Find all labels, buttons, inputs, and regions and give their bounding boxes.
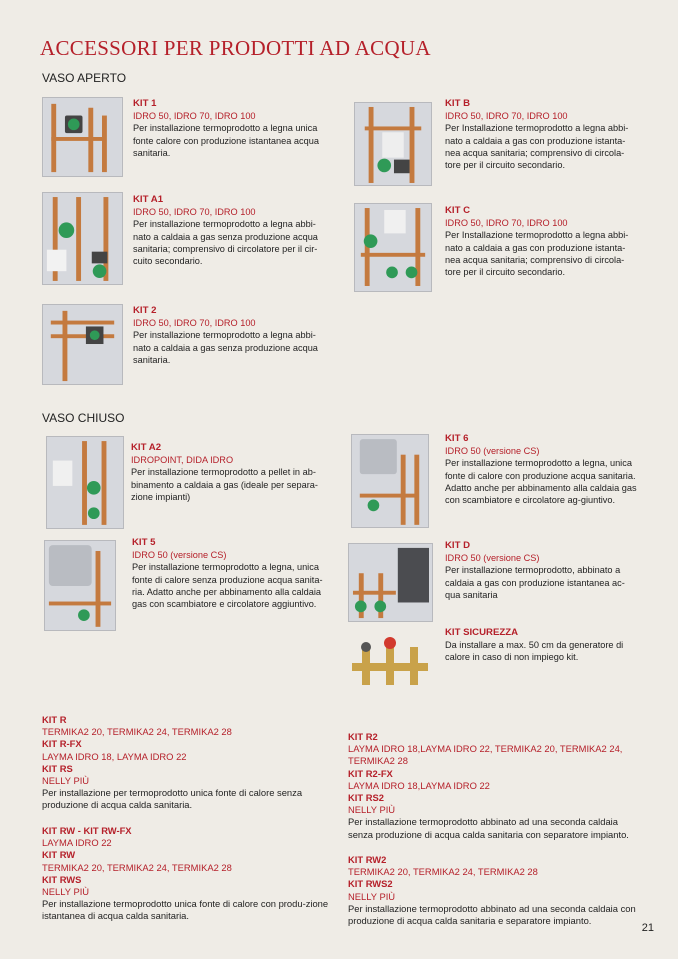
kit-b-models: IDRO 50, IDRO 70, IDRO 100	[445, 111, 568, 122]
kit-rs2-name: KIT RS2	[348, 792, 384, 804]
bottom-left-group-2	[42, 825, 332, 923]
kit-a1-models: IDRO 50, IDRO 70, IDRO 100	[133, 207, 256, 218]
kit-6-text	[445, 433, 640, 506]
section-vaso-aperto: VASO APERTO	[42, 71, 127, 85]
kit-sicurezza-text	[445, 627, 640, 664]
kit-rs-name: KIT RS	[42, 762, 73, 774]
kit-r-fx-models: LAYMA IDRO 18, LAYMA IDRO 22	[42, 750, 187, 762]
bottom-right-group-2-desc: Per installazione termoprodotto abbinato ad una seconda caldaia con produzione di acqua calda sanitaria e separatore impianto.	[348, 902, 636, 927]
kit-rw2-name: KIT RW2	[348, 854, 387, 865]
kit-c-desc: Per Installazione termoprodotto a legna abbi-nato a caldaia a gas con produzione istanta-nea acqua sanitaria; comprensivo di circola-tore per il circuito secondario.	[445, 230, 629, 278]
kit-rws-models: NELLY PIÙ	[42, 886, 90, 898]
kit-c-photo	[354, 203, 432, 292]
kit-rw-combo-name: KIT RW - KIT RW-FX	[42, 825, 132, 836]
kit-b-text	[445, 98, 640, 171]
kit-d-photo	[348, 543, 433, 622]
kit-rw-models: TERMIKA2 20, TERMIKA2 24, TERMIKA2 28	[42, 861, 232, 873]
section-vaso-chiuso: VASO CHIUSO	[42, 411, 125, 425]
kit-1-models: IDRO 50, IDRO 70, IDRO 100	[133, 111, 256, 122]
kit-c-name: KIT C	[445, 205, 471, 216]
bottom-left-group-1-desc: Per installazione per termoprodotto unica fonte di calore senza produzione di acqua calda sanitaria.	[42, 787, 303, 811]
bottom-right-group-1	[348, 731, 640, 841]
kit-a1-desc: Per installazione termoprodotto a legna abbi-nato a caldaia a gas senza produzione acqua sanitaria; comprensivo di circolatore per il cir-cuito secondario.	[133, 219, 318, 267]
kit-6-models: IDRO 50 (versione CS)	[445, 446, 540, 457]
bottom-right-group-1-desc: Per installazione termoprodotto abbinato ad una seconda caldaia senza produzione di acqua calda sanitaria con separatore impianto.	[348, 816, 629, 840]
kit-b-photo	[354, 102, 432, 186]
kit-r2-fx-name: KIT R2-FX	[348, 767, 393, 779]
kit-d-models: IDRO 50 (versione CS)	[445, 553, 540, 564]
kit-a1-name: KIT A1	[133, 194, 164, 205]
kit-sicurezza-photo	[348, 633, 432, 691]
kit-rws2-name: KIT RWS2	[348, 878, 393, 890]
kit-5-photo	[44, 540, 116, 631]
page-number: 21	[641, 922, 654, 934]
kit-a2-desc: Per installazione termoprodotto a pellet in ab-binamento a caldaia a gas (ideale per separa-zione impianti)	[131, 467, 318, 502]
kit-sicurezza-name: KIT SICUREZZA	[445, 627, 519, 638]
kit-2-name: KIT 2	[133, 305, 157, 316]
kit-r2-models: LAYMA IDRO 18,LAYMA IDRO 22, TERMIKA2 20, TERMIKA2 24, TERMIKA2 28	[348, 743, 623, 767]
kit-a2-name: KIT A2	[131, 442, 162, 453]
bottom-left-group-1	[42, 714, 332, 812]
kit-r2-name: KIT R2	[348, 731, 378, 742]
kit-1-name: KIT 1	[133, 98, 157, 109]
kit-a1-photo	[42, 192, 123, 285]
kit-2-text	[133, 305, 333, 366]
kit-a1-text	[133, 194, 333, 267]
kit-rs-models: NELLY PIÙ	[42, 775, 90, 787]
kit-r-name: KIT R	[42, 714, 67, 725]
kit-rw2-models: TERMIKA2 20, TERMIKA2 24, TERMIKA2 28	[348, 866, 538, 878]
kit-5-text	[132, 537, 333, 610]
kit-5-name: KIT 5	[132, 537, 156, 548]
kit-1-desc: Per installazione termoprodotto a legna unica fonte calore con produzione istantanea acqua sanitaria.	[133, 123, 319, 158]
kit-6-desc: Per installazione termoprodotto a legna, unica fonte di calore con produzione acqua sanitaria. Adatto anche per abbinamento alla caldaia gas con scambiatore e circolatore ag-giuntivo.	[445, 458, 637, 506]
page-title: ACCESSORI PER PRODOTTI AD ACQUA	[40, 36, 431, 60]
kit-a2-photo	[46, 436, 124, 529]
kit-b-name: KIT B	[445, 98, 471, 109]
kit-rws2-models: NELLY PIÙ	[348, 890, 396, 902]
kit-5-desc: Per installazione termoprodotto a legna, unica fonte di calore senza produzione acqua sanita-ria. Adatto anche per abbinamento alla caldaia gas con scambiatore e circolatore aggiuntivo.	[132, 562, 323, 610]
kit-6-photo	[351, 434, 429, 528]
kit-rw-name: KIT RW	[42, 849, 76, 861]
kit-r-models: TERMIKA2 20, TERMIKA2 24, TERMIKA2 28	[42, 726, 232, 738]
kit-r2-fx-models: LAYMA IDRO 18,LAYMA IDRO 22	[348, 779, 490, 791]
kit-b-desc: Per Installazione termoprodotto a legna abbi-nato a caldaia a gas con produzione istanta-nea acqua sanitaria; comprensivo di circola-tore per il circuito secondario.	[445, 123, 629, 171]
kit-1-text	[133, 98, 333, 159]
kit-rw-combo-models: LAYMA IDRO 22	[42, 837, 112, 849]
kit-5-models: IDRO 50 (versione CS)	[132, 550, 227, 561]
kit-r-fx-name: KIT R-FX	[42, 738, 82, 750]
kit-2-desc: Per installazione termoprodotto a legna abbi-nato a caldaia a gas senza produzione acqua sanitaria.	[133, 330, 318, 365]
kit-d-desc: Per installazione termoprodotto, abbinato a caldaia a gas con produzione istantanea ac-qua sanitaria	[445, 565, 625, 600]
kit-rs2-models: NELLY PIÙ	[348, 804, 396, 816]
kit-d-text	[445, 540, 640, 601]
kit-6-name: KIT 6	[445, 433, 469, 444]
kit-sicurezza-desc: Da installare a max. 50 cm da generatore di calore in caso di non impiego kit.	[445, 640, 624, 663]
kit-2-models: IDRO 50, IDRO 70, IDRO 100	[133, 318, 256, 329]
kit-a2-models: IDROPOINT, DIDA IDRO	[131, 455, 234, 466]
kit-a2-text	[131, 442, 333, 503]
bottom-left-group-2-desc: Per installazione termoprodotto unica fonte di calore con produ-zione istantanea di acqua calda sanitaria.	[42, 898, 329, 922]
kit-rws-name: KIT RWS	[42, 873, 82, 885]
kit-d-name: KIT D	[445, 540, 471, 551]
kit-c-models: IDRO 50, IDRO 70, IDRO 100	[445, 218, 568, 229]
kit-c-text	[445, 205, 640, 278]
kit-2-photo	[42, 304, 123, 385]
kit-1-photo	[42, 97, 123, 177]
bottom-right-group-2	[348, 854, 640, 927]
